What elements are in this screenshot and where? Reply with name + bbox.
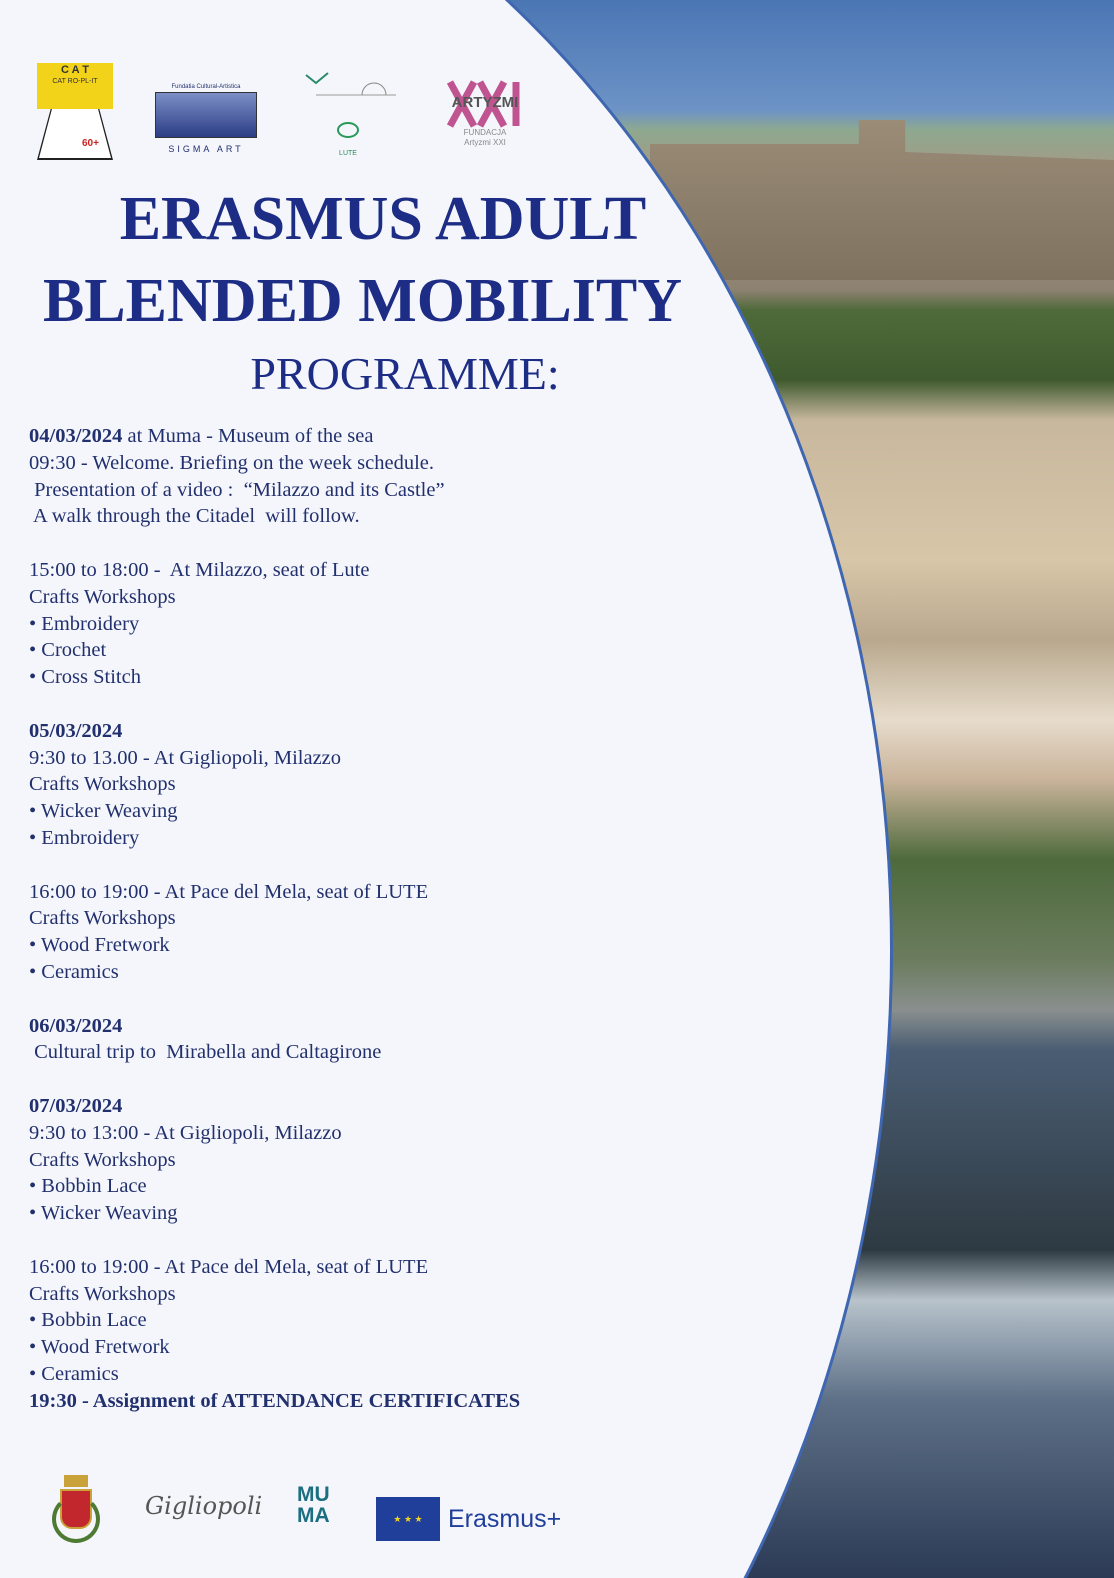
date-label: 04/03/2024 [29,425,123,447]
programme-line: • Embroidery [29,612,140,635]
programme-date [29,718,520,745]
programme-date [29,1013,520,1040]
spacer [29,691,520,718]
programme-list [29,423,520,1414]
logo-sigma-text: SIGMA ART [168,144,244,154]
programme-line: • Cross Stitch [29,666,141,689]
spacer [29,852,520,879]
programme-line: Presentation of a video : “Milazzo and its Castle” [29,478,445,501]
logo-sigma-top: Fundatia Cultural-Artistica [171,84,241,90]
logo-gigliopoli: Gigliopoli [145,1492,263,1520]
spacer [29,986,520,1013]
programme-line: Crafts Workshops [29,1148,176,1171]
logo-lute-text: LUTE [339,150,357,157]
programme-line: • Ceramics [29,960,119,983]
logo-erasmus-plus [376,1497,561,1541]
eu-flag-icon: ★ ★ ★ [376,1497,440,1541]
erasmus-text: Erasmus+ [448,1504,562,1533]
programme-line: 9:30 to 13:00 - At Gigliopoli, Milazzo [29,1121,342,1144]
date-label: 07/03/2024 [29,1094,123,1117]
date-label: 19:30 - Assignment of ATTENDANCE CERTIFICATES [29,1389,521,1412]
title-line-3: PROGRAMME: [250,348,560,399]
logo-artyzmi [440,76,530,148]
programme-date [29,1093,520,1120]
programme-line: • Embroidery [29,826,140,849]
logo-lute [296,65,400,165]
logo-muma-line2: MA [297,1504,330,1527]
logo-cat-text: C A T [61,64,89,76]
spacer [29,530,520,557]
programme-line: • Bobbin Lace [29,1309,147,1332]
title-line-1: ERASMUS ADULT [119,185,647,253]
programme-line: Cultural trip to Mirabella and Caltagirone [29,1041,382,1064]
date-label: 05/03/2024 [29,719,123,742]
programme-line: 16:00 to 19:00 - At Pace del Mela, seat of LUTE [29,880,429,903]
logo-artyzmi-sub: FUNDACJA [463,128,507,137]
programme-line: • Wicker Weaving [29,800,178,823]
programme-date [29,1388,520,1415]
spacer [29,1066,520,1093]
programme-line: Crafts Workshops [29,907,176,930]
logo-artyzmi-name: Artyzmi XXI [464,138,506,147]
programme-line: Crafts Workshops [29,585,176,608]
logo-milazzo-coat-of-arms [48,1475,104,1545]
logo-muma [297,1484,330,1526]
programme-line: • Ceramics [29,1362,119,1385]
programme-date [29,423,520,450]
programme-line: 09:30 - Welcome. Briefing on the week schedule. [29,451,435,474]
programme-line: Crafts Workshops [29,1282,176,1305]
programme-line: • Bobbin Lace [29,1175,147,1198]
logo-artyzmi-text: ARTYZMI [451,94,519,111]
programme-line: 9:30 to 13.00 - At Gigliopoli, Milazzo [29,746,342,769]
date-label: 06/03/2024 [29,1014,123,1037]
logo-sigma-art [155,84,257,154]
programme-line: • Crochet [29,639,107,662]
logo-cat-name: CAT RO-PL-IT [52,78,98,85]
programme-line: • Wood Fretwork [29,934,170,957]
date-location: at Muma - Museum of the sea [122,425,374,447]
title-line-2: BLENDED MOBILITY [42,267,683,335]
programme-line: Crafts Workshops [29,773,176,796]
programme-line: A walk through the Citadel will follow. [29,505,360,528]
logo-muma-line1: MU [297,1483,330,1506]
programme-line: • Wood Fretwork [29,1336,170,1359]
logo-cat-badge: 60+ [82,138,99,149]
spacer [29,1227,520,1254]
logo-cat [37,63,113,160]
programme-line: 15:00 to 18:00 - At Milazzo, seat of Lute [29,558,370,581]
programme-line: 16:00 to 19:00 - At Pace del Mela, seat of LUTE [29,1255,429,1278]
programme-line: • Wicker Weaving [29,1202,178,1225]
